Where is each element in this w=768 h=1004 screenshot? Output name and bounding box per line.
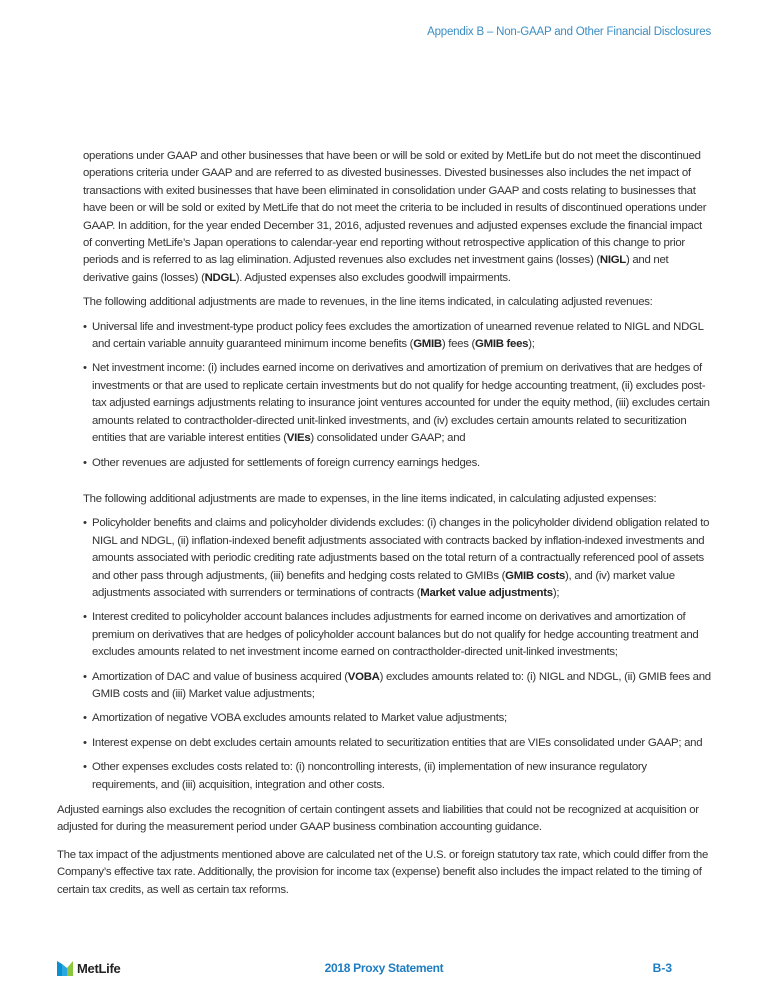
body-block-2 [57,802,717,909]
text-run: Amortization of DAC and value of business acquired ( [92,670,348,683]
bold-term: GMIB fees [475,338,529,351]
text-run: Other revenues are adjusted for settlements of foreign currency earnings hedges. [92,456,480,469]
bold-term: VOBA [347,670,380,683]
text-run: The following additional adjustments are made to revenues, in the line items indicated, in calculating adjusted revenues: [83,296,653,309]
footer-title: 2018 Proxy Statement [324,961,444,975]
bold-term: GMIB costs [505,569,566,582]
bold-term: NDGL [204,271,236,284]
bullet-item [83,515,711,602]
text-run: ); [552,586,560,599]
text-run: operations under GAAP and other businesses that have been or will be sold or exited by MetLife but do not meet the discontinued operations criteria under GAAP and are referred to as divested businesses. Divested businesses also includes the net impact of transactions with exited businesses that have been eliminated in consolidation under GAAP and costs relating to businesses that have been or will be sold or exited by MetLife that do not meet the criteria to be included in results of discontinued operations under GAAP. In addition, for the year ended December 31, 2016, adjusted revenues and adjusted expenses exclude the financial impact of converting MetLife’s Japan operations to calendar-year end reporting without retrospective application of this change to prior periods and is referred to as lag elimination. Adjusted revenues also excludes net investment gains (losses) ( [83,150,707,267]
bold-term: GMIB [413,338,442,351]
paragraph [57,847,717,899]
text-run: Net investment income: (i) includes earned income on derivatives and amortization of premium on derivatives that are hedges of investments or that are used to replicate certain investments but do not qualify for hedge accounting treatment, (ii) excludes post-tax adjusted earnings adjustments relating to insurance joint ventures accounted for under the equity method, (iii) excludes certain amounts related to contractholder-directed unit-linked investments, and (iv) excludes certain amounts related to securitization entities that are variable interest entities ( [92,362,710,445]
logo-text: MetLife [77,960,121,976]
text-run: Interest credited to policyholder account balances includes adjustments for earned income on derivatives and amortization of premium on derivatives that are hedges of policyholder account balances but do not qualify for hedge accounting treatment and excludes amounts related to net investment income earned on contractholder-directed unit-linked investments; [92,611,699,659]
bold-term: VIEs [286,432,311,445]
text-run: ), and (iv) market value adjustments associated with surrenders or terminations of contracts ( [92,569,675,599]
text-run: The following additional adjustments are made to expenses, in the line items indicated, in calculating adjusted expenses: [83,492,657,505]
text-run: ); [528,338,535,351]
text-run: Other expenses excludes costs related to: (i) noncontrolling interests, (ii) implementation of new insurance regulatory requirements, and (iii) acquisition, integration and other costs. [92,761,647,791]
paragraph [83,294,711,311]
text-run: Universal life and investment-type product policy fees excludes the amortization of unearned revenue related to NIGL and NDGL and certain variable annuity guaranteed minimum income benefits ( [92,320,704,351]
paragraph [83,148,711,287]
body-block-1 [83,148,711,801]
text-run: ). Adjusted expenses also excludes goodwill impairments. [235,271,511,284]
text-run: ) excludes amounts related to: (i) NIGL and NDGL, (ii) GMIB fees and GMIB costs and (iii) Market value adjustments; [92,670,711,700]
bullet-item [83,455,711,472]
bullet-item [83,759,711,794]
text-run: ) fees ( [441,338,476,351]
bullet-item [83,710,711,727]
bullet-item [83,609,711,661]
text-run: Policyholder benefits and claims and policyholder dividends excludes: (i) changes in the policyholder dividend obligation related to NIGL and NDGL, (ii) inflation-indexed benefit adjustments associated with contracts backed by inflation-indexed investments and amounts associated with periodic crediting rate adjustments based on the total return of a contractually referenced pool of assets and other pass through adjustments, (iii) benefits and hedging costs related to GMIBs ( [92,517,710,582]
page-footer [0,960,768,980]
bold-term: NIGL [599,254,626,267]
bullet-item [83,319,711,354]
paragraph [83,491,711,508]
text-run: ) and net derivative gains (losses) ( [83,254,669,284]
bullet-item [83,360,711,447]
text-run: ) consolidated under GAAP; and [310,432,466,445]
page-number: B-3 [652,961,672,975]
text-run: Adjusted earnings also excludes the recognition of certain contingent assets and liabilities that could not be recognized at acquisition or adjusted for during the measurement period under GAAP business combination accounting guidance. [57,804,699,834]
bullet-item [83,669,711,704]
page-header: Appendix B – Non-GAAP and Other Financial Disclosures [427,26,711,38]
text-run: Amortization of negative VOBA excludes amounts related to Market value adjustments; [92,712,507,725]
bold-term: Market value adjustments [420,586,553,599]
text-run: Interest expense on debt excludes certain amounts related to securitization entities that are VIEs consolidated under GAAP; and [92,736,703,749]
text-run: The tax impact of the adjustments mentioned above are calculated net of the U.S. or foreign statutory tax rate, which could differ from the Company’s effective tax rate. Additionally, the provision for income tax (expense) benefit also includes the impact related to the timing of certain tax credits, as well as certain tax reforms. [57,848,709,896]
bullet-item [83,735,711,752]
paragraph [57,802,717,837]
